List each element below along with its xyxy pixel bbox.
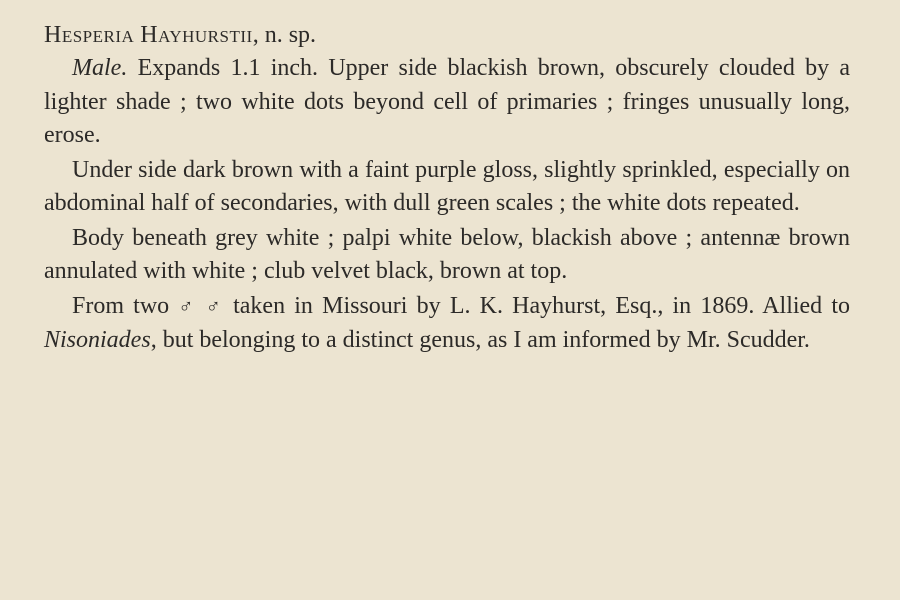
heading-suffix: , n. sp. (252, 22, 317, 48)
paragraph-text: Expands 1.1 inch. Upper side blackish brown, obscurely clouded by a lighter shade ; two white dots beyond cell of primaries ; fringes unusually long, erose. (44, 55, 850, 148)
species-heading (44, 18, 850, 52)
male-sign-icon: ♂ (205, 295, 224, 318)
paragraph-text: Under side dark brown with a faint purple gloss, slightly sprinkled, especially on abdominal half of secondaries, with dull green scales ; the white dots repeated. (44, 156, 850, 216)
male-sign-icon: ♂ (178, 295, 197, 318)
paragraph-description-upper (44, 52, 850, 153)
genus-reference: Nisoniades (44, 327, 151, 353)
paragraph-text: taken in Missouri by L. K. Hayhurst, Esq., in 1869. Allied to (223, 292, 851, 319)
heading-species: Hayhurstii (140, 22, 253, 48)
paragraph-description-body (44, 222, 850, 289)
paragraph-text: , but belonging to a distinct genus, as I am informed by Mr. Scudder. (150, 327, 810, 353)
paragraph-provenance (44, 290, 850, 358)
paragraph-description-under (44, 154, 850, 221)
paragraph-text: Body beneath grey white ; palpi white below, blackish above ; antennæ brown annulated with white ; club velvet black, brown at top. (44, 224, 850, 284)
paragraph-lead-male: Male. (72, 55, 128, 81)
paragraph-text: From two (72, 292, 179, 319)
heading-genus: Hesperia (44, 22, 135, 48)
